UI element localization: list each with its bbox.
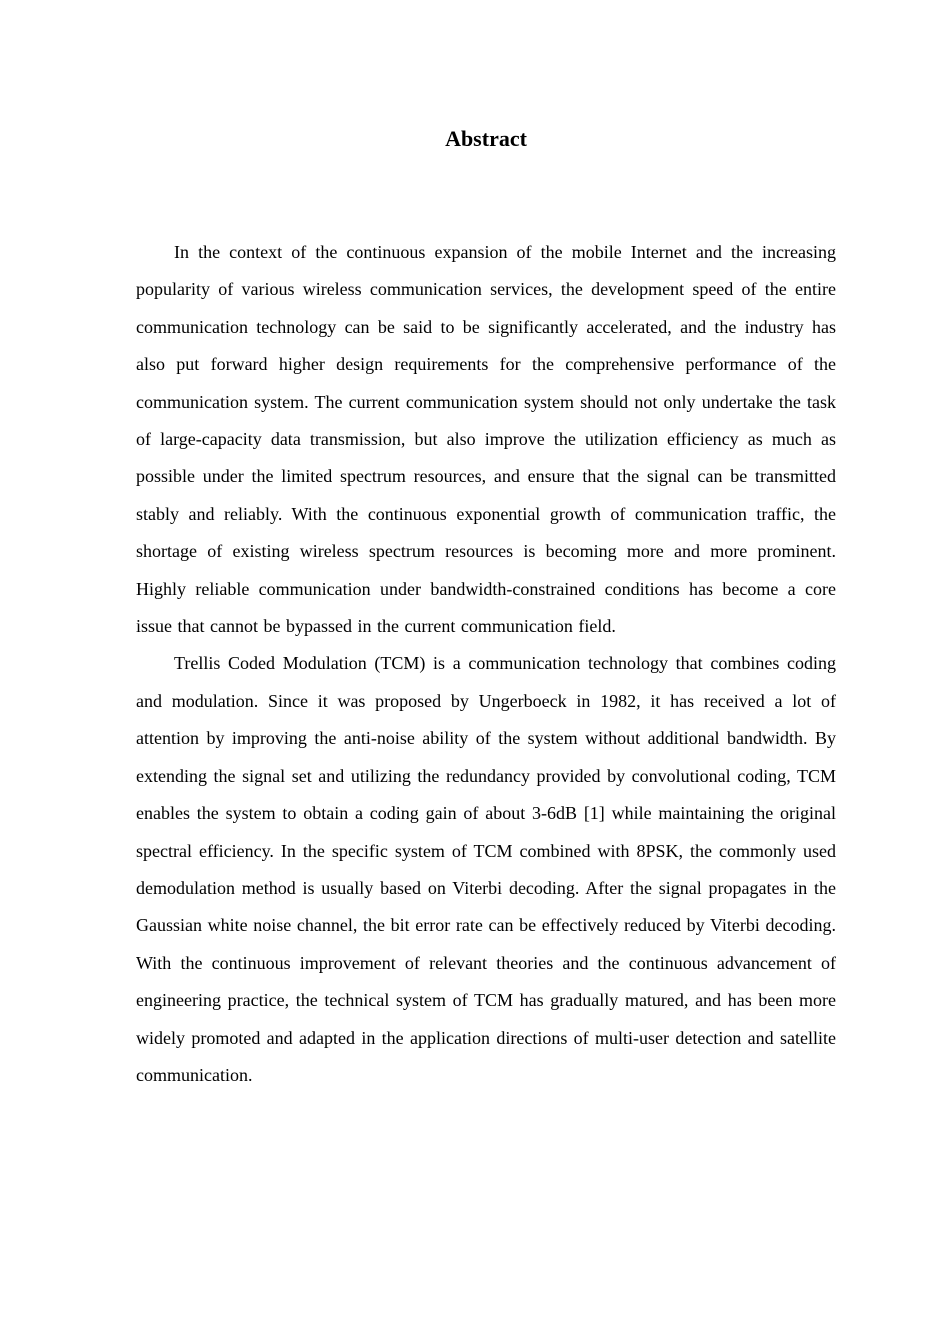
abstract-paragraph-2: Trellis Coded Modulation (TCM) is a communication technology that combines coding and modulation. Since it was proposed by Ungerboeck in 1982, it has received a lot of attention by improving the anti-noise ability of the system without additional bandwidth. By extending the signal set and utilizing the redundancy provided by convolutional coding, TCM enables the system to obtain a coding gain of about 3-6dB [1] while maintaining the original spectral efficiency. In the specific system of TCM combined with 8PSK, the commonly used demodulation method is usually based on Viterbi decoding. After the signal propagates in the Gaussian white noise channel, the bit error rate can be effectively reduced by Viterbi decoding. With the continuous improvement of relevant theories and the continuous advancement of engineering practice, the technical system of TCM has gradually matured, and has been more widely promoted and adapted in the application directions of multi-user detection and satellite communication. (136, 653, 836, 1085)
page-title: Abstract (445, 126, 527, 151)
abstract-paragraph-1: In the context of the continuous expansion of the mobile Internet and the increasing popularity of various wireless communication services, the development speed of the entire communication technology can be said to be significantly accelerated, and the industry has also put forward higher design requirements for the comprehensive performance of the communication system. The current communication system should not only undertake the task of large-capacity data transmission, but also improve the utilization efficiency as much as possible under the limited spectrum resources, and ensure that the signal can be transmitted stably and reliably. With the continuous exponential growth of communication traffic, the shortage of existing wireless spectrum resources is becoming more and more prominent. Highly reliable communication under bandwidth-constrained conditions has become a core issue that cannot be bypassed in the current communication field. (136, 242, 836, 637)
abstract-body (136, 234, 836, 1094)
